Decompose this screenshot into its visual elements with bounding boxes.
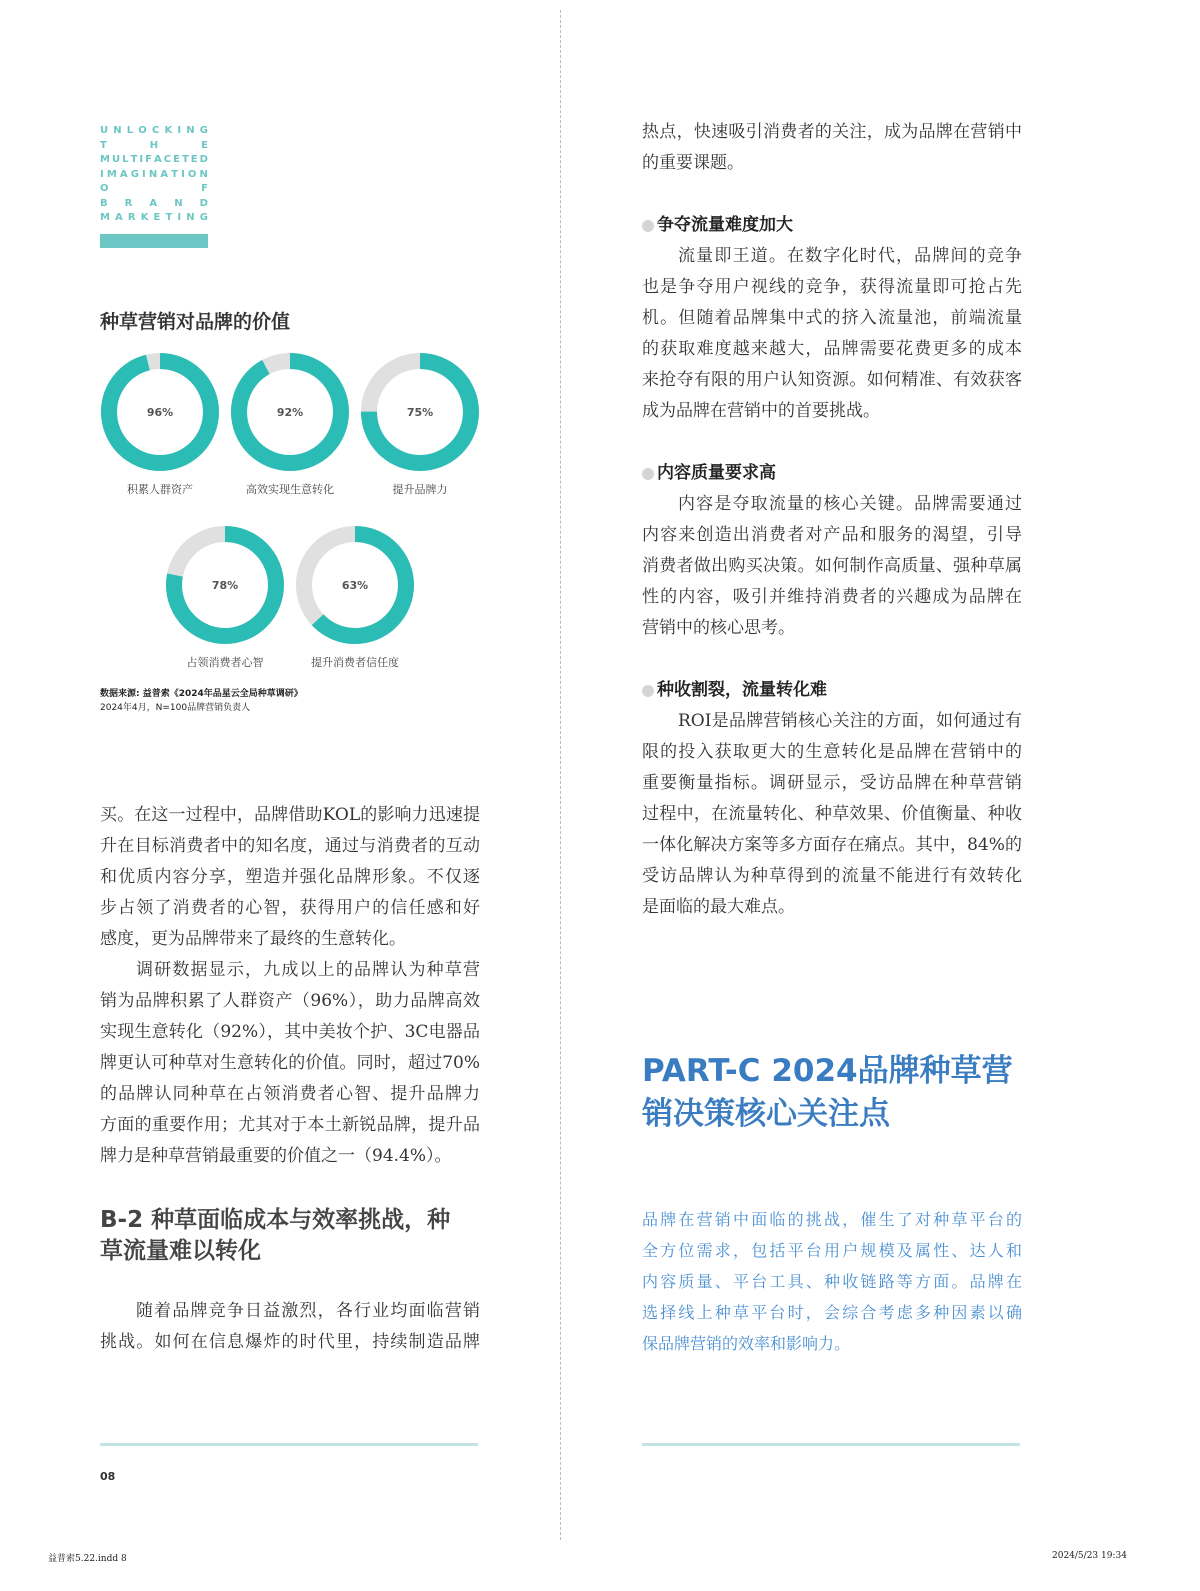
- text-line: 来抢夺有限的用户认知资源。如何精准、有效获客: [642, 370, 1022, 390]
- logo-letter: G: [199, 125, 208, 136]
- logo-letter: A: [115, 212, 123, 223]
- data-source: [100, 687, 303, 715]
- logo-letter: T: [165, 212, 173, 223]
- text-line: 的品牌认同种草在占领消费者心智、提升品牌力: [100, 1084, 480, 1104]
- logo-letter: R: [127, 212, 136, 223]
- subsection-title: [642, 458, 1022, 489]
- logo-line: [100, 182, 208, 197]
- logo-letter: E: [153, 212, 161, 223]
- subsection-conversion: [642, 675, 1022, 923]
- text-line: 牌更认可种草对生意转化的价值。同时，超过70%: [100, 1053, 480, 1073]
- subsection-title-text: 争夺流量难度加大: [657, 215, 793, 235]
- logo-line: [100, 168, 208, 183]
- logo-line: [100, 211, 208, 226]
- donut-chart: [295, 525, 415, 645]
- text-line: 随着品牌竞争日益激烈，各行业均面临营销: [136, 1301, 480, 1321]
- text-line: 性的内容，吸引并维持消费者的兴趣成为品牌在: [642, 587, 1022, 607]
- logo-letter: A: [160, 168, 169, 180]
- text-line: 销为品牌积累了人群资产（96%），助力品牌高效: [100, 991, 480, 1011]
- title-line: 销决策核心关注点: [642, 1096, 890, 1132]
- logo-letter: A: [149, 197, 158, 209]
- logo-letter: N: [148, 168, 158, 180]
- logo-letter: T: [181, 154, 189, 165]
- subsection-title-text: 种收割裂，流量转化难: [657, 680, 827, 700]
- logo-letter: U: [111, 154, 121, 165]
- text-line: 消费者做出购买决策。如何制作高质量、强种草属: [642, 556, 1022, 576]
- donut-percent-label: 92%: [276, 406, 304, 419]
- source-line-2: 2024年4月，N=100品牌营销负责人: [100, 703, 251, 713]
- bullet-icon: [642, 685, 654, 697]
- donut-percent-label: 75%: [406, 406, 434, 419]
- logo-letter: U: [100, 125, 109, 136]
- logo-letter: K: [164, 125, 173, 136]
- subsection-body: [642, 706, 1022, 923]
- blue-intro-paragraph: [642, 1204, 1022, 1359]
- logo-bar: [100, 234, 208, 248]
- logo-letter: N: [174, 197, 183, 209]
- donut-percent-label: 96%: [146, 406, 174, 419]
- footer-rule-right: [642, 1443, 1020, 1446]
- donut-chart: [360, 352, 480, 472]
- subsection-traffic: [642, 210, 1022, 427]
- bullet-icon: [642, 220, 654, 232]
- donut-category-label: 提升消费者信任度: [311, 656, 399, 669]
- logo-letter: O: [100, 183, 109, 194]
- text-line: 是面临的最大难点。: [642, 897, 795, 917]
- text-line: 重要衡量指标。调研显示，受访品牌在种草营销: [642, 773, 1022, 793]
- donut-percent-label: 78%: [211, 579, 239, 592]
- heading-line: 草流量难以转化: [100, 1238, 261, 1264]
- donut-chart: [230, 352, 350, 472]
- logo-letter: I: [139, 154, 144, 165]
- text-line: 内容来创造出消费者对产品和服务的渴望，引导: [642, 525, 1022, 545]
- text-line: 调研数据显示，九成以上的品牌认为种草营: [136, 960, 480, 980]
- text-line: 感度，更为品牌带来了最终的生意转化。: [100, 929, 406, 949]
- text-line: 的获取难度越来越大，品牌需要花费更多的成本: [642, 339, 1022, 359]
- subsection-body: [642, 241, 1022, 427]
- part-c-title: [642, 1050, 1032, 1136]
- left-paragraph-2: [100, 955, 480, 1172]
- donut-category-label: 占领消费者心智: [186, 656, 264, 669]
- slug-file: 益普索5.22.indd 8: [48, 1554, 127, 1564]
- text-line: 机。但随着品牌集中式的挤入流量池，前端流量: [642, 308, 1022, 328]
- chart-title: 种草营销对品牌的价值: [100, 311, 291, 333]
- logo-letter: K: [140, 212, 149, 223]
- logo-line: [100, 124, 208, 139]
- text-line: ROI是品牌营销核心关注的方面，如何通过有: [678, 711, 1022, 731]
- logo-letter: L: [122, 154, 129, 165]
- logo-letter: B: [100, 197, 108, 209]
- logo-letter: N: [113, 125, 122, 136]
- text-line: 内容质量、平台工具、种收链路等方面。品牌在: [642, 1272, 1022, 1291]
- logo-letter: D: [199, 197, 208, 209]
- slug-date: 2024/5/23 19:34: [1052, 1551, 1127, 1561]
- logo-line: [100, 139, 208, 154]
- page-number: 08: [100, 1470, 116, 1483]
- logo-letter: N: [199, 168, 208, 180]
- logo-letter: E: [201, 139, 208, 151]
- text-line: 品牌在营销中面临的挑战，催生了对种草平台的: [642, 1210, 1022, 1229]
- logo-line: [100, 197, 208, 212]
- logo-letter: T: [100, 139, 107, 151]
- donut-category-label: 积累人群资产: [127, 483, 193, 496]
- bullet-icon: [642, 468, 654, 480]
- logo-letter: E: [190, 154, 198, 165]
- logo-letter: L: [126, 125, 134, 136]
- logo-line: [100, 153, 208, 168]
- logo-letter: M: [100, 212, 110, 223]
- text-line: 全方位需求，包括平台用户规模及属性、达人和: [642, 1241, 1022, 1260]
- logo-letter: M: [100, 154, 110, 165]
- text-line: 实现生意转化（92%），其中美妆个护、3C电器品: [100, 1022, 480, 1042]
- text-line: 的重要课题。: [642, 153, 744, 173]
- source-line-1: 数据来源: 益普索《2024年品星云全局种草调研》: [100, 689, 303, 699]
- page-fold-divider: [560, 10, 561, 1540]
- text-line: 步占领了消费者的心智，获得用户的信任感和好: [100, 898, 480, 918]
- logo-letter: C: [151, 125, 160, 136]
- text-line: 过程中，在流量转化、种草效果、价值衡量、种收: [642, 804, 1022, 824]
- logo-letter: A: [153, 154, 162, 165]
- right-paragraph-0: [642, 117, 1022, 179]
- subsection-title: [642, 675, 1022, 706]
- logo-letter: T: [130, 154, 138, 165]
- title-line: PART-C 2024品牌种草营: [642, 1053, 1013, 1089]
- text-line: 流量即王道。在数字化时代，品牌间的竞争: [678, 246, 1022, 266]
- donut-category-label: 高效实现生意转化: [246, 483, 334, 496]
- logo-letter: F: [201, 183, 208, 194]
- subsection-body: [642, 489, 1022, 644]
- donut-category-label: 提升品牌力: [392, 483, 448, 496]
- text-line: 营销中的核心思考。: [642, 618, 795, 638]
- logo-letter: H: [149, 139, 159, 151]
- logo-letter: I: [177, 212, 182, 223]
- text-line: 和优质内容分享，塑造并强化品牌形象。不仅逐: [100, 867, 480, 887]
- subsection-title-text: 内容质量要求高: [657, 463, 776, 483]
- logo-letter: T: [171, 168, 178, 180]
- text-line: 升在目标消费者中的知名度，通过与消费者的互动: [100, 836, 480, 856]
- logo-letter: A: [119, 168, 128, 180]
- logo-letter: E: [173, 154, 180, 165]
- text-line: 热点，快速吸引消费者的关注，成为品牌在营销中: [642, 122, 1022, 142]
- text-line: 牌力是种草营销最重要的价值之一（94.4%）。: [100, 1146, 452, 1166]
- text-line: 限的投入获取更大的生意转化是品牌在营销中的: [642, 742, 1022, 762]
- text-line: 内容是夺取流量的核心关键。品牌需要通过: [678, 494, 1022, 514]
- logo-letter: G: [199, 212, 208, 223]
- donut-percent-label: 63%: [341, 579, 369, 592]
- logo-letter: N: [186, 212, 195, 223]
- logo-letter: O: [187, 168, 197, 180]
- text-line: 也是争夺用户视线的竞争，获得流量即可抢占先: [642, 277, 1022, 297]
- donut-chart: [165, 525, 285, 645]
- subsection-title: [642, 210, 1022, 241]
- footer-rule-left: [100, 1443, 478, 1446]
- text-line: 挑战。如何在信息爆炸的时代里，持续制造品牌: [100, 1332, 480, 1352]
- heading-line: B-2 种草面临成本与效率挑战，种: [100, 1207, 451, 1233]
- logo-letter: C: [163, 154, 172, 165]
- logo-letter: O: [138, 125, 147, 136]
- left-paragraph-3: [100, 1296, 480, 1358]
- text-line: 保品牌营销的效率和影响力。: [642, 1334, 851, 1353]
- logo-letter: D: [199, 154, 208, 165]
- text-line: 方面的重要作用；尤其对于本土新锐品牌，提升品: [100, 1115, 480, 1135]
- text-line: 成为品牌在营销中的首要挑战。: [642, 401, 880, 421]
- text-line: 一体化解决方案等多方面存在痛点。其中，84%的: [642, 835, 1022, 855]
- logo-letter: R: [124, 197, 133, 209]
- section-heading-b2: [100, 1205, 480, 1267]
- logo-letter: G: [130, 168, 139, 180]
- left-paragraph-1: [100, 800, 480, 955]
- text-line: 买。在这一过程中，品牌借助KOL的影响力迅速提: [100, 805, 480, 825]
- logo-letter: N: [186, 125, 195, 136]
- subsection-content-quality: [642, 458, 1022, 644]
- logo-letter: I: [177, 125, 182, 136]
- donut-chart: [100, 352, 220, 472]
- text-line: 选择线上种草平台时，会综合考虑多种因素以确: [642, 1303, 1022, 1322]
- logo-letter: I: [181, 168, 185, 180]
- logo-letter: I: [100, 168, 104, 180]
- text-line: 受访品牌认为种草得到的流量不能进行有效转化: [642, 866, 1022, 886]
- logo-letter: I: [142, 168, 146, 180]
- logo-letter: F: [145, 154, 152, 165]
- logo-letter: M: [106, 168, 117, 180]
- logo-text: [100, 124, 208, 226]
